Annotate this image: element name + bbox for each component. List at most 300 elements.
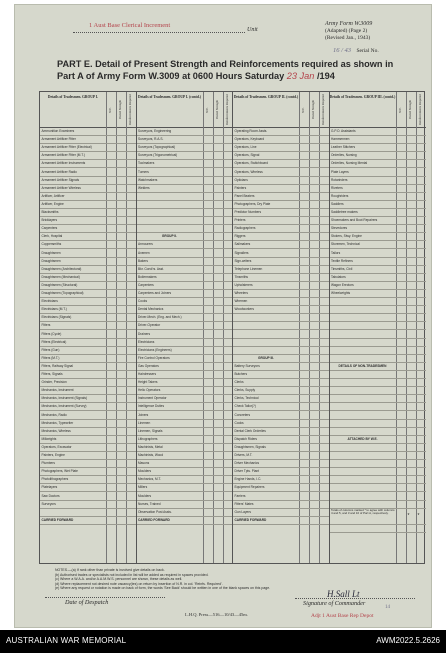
commander-stamp: Adjt 1 Aust Base Rep Depot xyxy=(311,613,374,619)
count-cells xyxy=(203,517,233,525)
count-cells xyxy=(106,193,136,201)
trade-row xyxy=(233,217,299,225)
count-cells xyxy=(203,493,233,501)
count-cells xyxy=(299,363,329,371)
count-column-header: Reinforcements Required xyxy=(128,94,132,126)
trade-row xyxy=(233,282,299,290)
count-cells xyxy=(106,314,136,322)
count-cells xyxy=(299,306,329,314)
trade-row xyxy=(330,169,396,177)
trade-label: Electricians (M.T.) xyxy=(41,307,67,312)
count-cells xyxy=(299,355,329,363)
trade-row xyxy=(40,460,106,468)
trade-label: Totals of columns marked * to agree with columns 4 and 5, and 3 and 10 of Part A, respectively. xyxy=(331,508,395,516)
trade-row xyxy=(40,476,106,484)
trade-row xyxy=(137,201,203,209)
count-column-header: W.E. xyxy=(108,107,112,113)
commander-line xyxy=(295,598,415,599)
trade-row xyxy=(330,225,396,233)
trade-label: Tabulators xyxy=(331,274,346,279)
trade-row xyxy=(137,501,203,509)
trade-label: CARRIED FORWARD xyxy=(138,517,170,522)
note-line: (c) Where a W.A.A. and/or A.A.M.W.S. personnel are shown, these details as well. xyxy=(55,577,183,582)
trade-label: Clerks xyxy=(234,380,244,385)
count-cells xyxy=(203,355,233,363)
count-column-header: Posted Strength xyxy=(118,100,122,120)
trade-row xyxy=(233,306,299,314)
title-line-1: PART E. Detail of Present Strength and Reinforcements required as shown in xyxy=(57,59,394,69)
trade-row xyxy=(40,347,106,355)
trade-label: Draughtsmen (Structural) xyxy=(41,282,78,287)
form-reference-line: (Revised Jan., 1943) xyxy=(325,35,371,41)
count-cells xyxy=(299,217,329,225)
count-cells xyxy=(106,201,136,209)
trade-label: Armament Artificer Radio xyxy=(41,169,77,174)
count-cells xyxy=(299,136,329,144)
trade-row xyxy=(330,460,396,468)
count-cells xyxy=(299,209,329,217)
count-cells xyxy=(396,160,427,168)
trade-label: Artificer, Artificer xyxy=(41,193,65,198)
count-cells xyxy=(106,233,136,241)
trade-row xyxy=(137,412,203,420)
count-cells xyxy=(106,436,136,444)
trade-row xyxy=(330,266,396,274)
trade-row xyxy=(233,177,299,185)
count-cells xyxy=(203,169,233,177)
count-cells xyxy=(396,144,427,152)
trade-label: Armament Artificer Fitter (Electrical) xyxy=(41,145,92,150)
trade-row xyxy=(137,152,203,160)
trade-label: Observation Post Assts. xyxy=(138,509,172,514)
trade-label: Draughtsmen, Signals xyxy=(234,444,266,449)
group-heading xyxy=(233,355,299,363)
trade-row xyxy=(233,201,299,209)
trade-label: Mechanics, Wireless xyxy=(41,428,71,433)
trade-label: Clerk, Hospital xyxy=(41,234,63,239)
trade-label: Armament Artificer Signals xyxy=(41,177,80,182)
count-cells xyxy=(396,428,427,436)
trade-row xyxy=(137,282,203,290)
trade-row xyxy=(40,436,106,444)
trade-row xyxy=(330,403,396,411)
trade-row xyxy=(330,136,396,144)
trade-label: Clerks, Supply xyxy=(234,388,256,393)
group-heading xyxy=(330,436,396,444)
trade-row xyxy=(330,525,396,533)
count-cells xyxy=(396,412,427,420)
trade-row xyxy=(330,493,396,501)
trade-row xyxy=(40,274,106,282)
trade-row xyxy=(137,379,203,387)
trade-row xyxy=(330,379,396,387)
trade-row xyxy=(330,476,396,484)
count-cells xyxy=(396,371,427,379)
trade-label: Engine Hands, I.C. xyxy=(234,477,262,482)
archive-id: AWM2022.5.2626 xyxy=(376,636,440,645)
trade-row xyxy=(40,258,106,266)
trade-label: Toolmakers xyxy=(138,161,155,166)
count-cells xyxy=(203,412,233,420)
count-cells xyxy=(299,266,329,274)
trade-row xyxy=(330,420,396,428)
trade-row xyxy=(330,241,396,249)
trade-label: Intelligence Duties xyxy=(138,404,165,409)
trade-row xyxy=(40,444,106,452)
count-cells xyxy=(106,306,136,314)
trade-label: Roughriders xyxy=(331,193,349,198)
count-cells xyxy=(203,468,233,476)
count-cells xyxy=(396,282,427,290)
trade-row xyxy=(330,387,396,395)
count-cells xyxy=(299,274,329,282)
trade-row xyxy=(40,339,106,347)
carried-forward-row xyxy=(137,517,203,525)
count-cells xyxy=(106,152,136,160)
trade-row xyxy=(137,428,203,436)
trade-row xyxy=(40,452,106,460)
trade-label: Coppersmiths xyxy=(41,242,62,247)
count-cells xyxy=(396,136,427,144)
trade-label: Plumbers xyxy=(41,461,55,466)
count-cells xyxy=(396,241,427,249)
strength-table xyxy=(39,91,425,564)
count-cells xyxy=(299,484,329,492)
count-cells xyxy=(203,379,233,387)
count-cells xyxy=(106,266,136,274)
count-cells xyxy=(106,493,136,501)
trade-label: Operators, Keyboard xyxy=(234,137,265,142)
count-cells xyxy=(396,347,427,355)
trade-label: Carpenters xyxy=(41,226,58,231)
trade-label: Saddletree makers xyxy=(331,210,358,214)
trade-row xyxy=(137,185,203,193)
group-heading xyxy=(137,233,203,241)
count-cells xyxy=(396,290,427,298)
trade-row xyxy=(40,128,106,136)
table-section-4 xyxy=(330,92,427,563)
count-cells xyxy=(299,193,329,201)
trade-row xyxy=(40,501,106,509)
count-cells xyxy=(106,476,136,484)
count-cells xyxy=(299,347,329,355)
count-cells xyxy=(203,136,233,144)
count-cells xyxy=(396,201,427,209)
trade-row xyxy=(40,169,106,177)
trade-label: Mechanics, Instrument (Signals) xyxy=(41,396,88,401)
trade-row xyxy=(137,420,203,428)
total-marker: * xyxy=(407,512,410,519)
count-cells xyxy=(203,484,233,492)
count-cells xyxy=(396,209,427,217)
count-cells xyxy=(299,501,329,509)
trade-label: Plate Layers xyxy=(331,169,349,174)
count-cells xyxy=(396,525,427,533)
trade-label: Dispatch Riders xyxy=(234,436,257,441)
trade-label: Driver-Operator xyxy=(138,323,161,328)
trade-row xyxy=(137,387,203,395)
count-cells xyxy=(106,225,136,233)
title-line-2 xyxy=(57,70,427,82)
trade-label: Fire Control Operators xyxy=(138,355,170,360)
count-cells xyxy=(106,395,136,403)
count-cells xyxy=(396,509,427,525)
trade-row xyxy=(330,144,396,152)
trade-label: Signallers xyxy=(234,250,249,255)
count-cells xyxy=(203,258,233,266)
trade-row xyxy=(330,444,396,452)
count-cells xyxy=(203,371,233,379)
trade-label: Welders xyxy=(138,185,150,190)
count-cells xyxy=(299,152,329,160)
trade-row xyxy=(40,331,106,339)
trade-row xyxy=(40,160,106,168)
count-cells xyxy=(203,290,233,298)
count-cells xyxy=(203,428,233,436)
trade-label: Driver-Mech. (Eng. and Mech.) xyxy=(138,315,182,320)
trade-label: Bakers xyxy=(138,258,148,263)
count-cells xyxy=(396,331,427,339)
trade-label: Saw Doctors xyxy=(41,493,60,498)
section-header xyxy=(40,92,136,128)
count-cells xyxy=(299,493,329,501)
count-cells xyxy=(299,160,329,168)
count-cells xyxy=(203,452,233,460)
section-header-label: Details of Tradesmen. GROUP III. (contd.) xyxy=(329,95,396,99)
count-cells xyxy=(396,128,427,136)
trade-row xyxy=(233,266,299,274)
form-reference-line: (Adapted) (Page 2) xyxy=(325,28,368,34)
trade-row xyxy=(233,193,299,201)
trade-row xyxy=(137,331,203,339)
trade-row xyxy=(233,331,299,339)
trade-label: Leather Stitchers xyxy=(331,145,356,150)
trade-label: Draughtsmen (Topographical) xyxy=(41,291,84,295)
trade-label: Upholsterers xyxy=(234,282,253,287)
count-cells xyxy=(203,403,233,411)
trade-row xyxy=(40,282,106,290)
count-cells xyxy=(299,177,329,185)
count-cells xyxy=(106,371,136,379)
trade-row xyxy=(40,387,106,395)
count-cells xyxy=(106,501,136,509)
count-cells xyxy=(106,468,136,476)
trade-row xyxy=(233,209,299,217)
count-cells xyxy=(203,331,233,339)
count-cells xyxy=(106,290,136,298)
despatch-line xyxy=(45,597,165,598)
count-cells xyxy=(203,233,233,241)
trade-row xyxy=(40,233,106,241)
trade-row xyxy=(40,314,106,322)
trade-label: Photographers, Dry Plate xyxy=(234,201,271,206)
count-cells xyxy=(203,306,233,314)
count-cells xyxy=(299,233,329,241)
count-cells xyxy=(299,331,329,339)
count-column-header: W.E. xyxy=(204,107,209,113)
trade-row xyxy=(233,403,299,411)
carried-forward-row xyxy=(233,517,299,525)
trade-label: Surveyors (Topographical) xyxy=(138,145,176,150)
trade-label: Equipment Repairers xyxy=(234,485,265,490)
count-cells xyxy=(299,379,329,387)
trade-label: Lithographers xyxy=(138,436,158,441)
count-cells xyxy=(396,298,427,306)
trade-row xyxy=(330,177,396,185)
count-cells xyxy=(106,460,136,468)
count-cells xyxy=(299,241,329,249)
trade-row xyxy=(40,395,106,403)
trade-label: Millwrights xyxy=(41,436,57,441)
trade-label: Shoemakers and Boot Repairers xyxy=(331,218,378,223)
count-cells xyxy=(396,266,427,274)
trade-row xyxy=(233,322,299,330)
trade-row xyxy=(40,484,106,492)
trade-label: Wiremen xyxy=(234,299,248,304)
count-cells xyxy=(396,484,427,492)
trade-label: Ammunition Examiners xyxy=(41,129,75,133)
printer-imprint: L.H.Q. Press—516—10/43—45m. xyxy=(185,612,248,617)
trade-label: Fitters, Railway Signal xyxy=(41,363,74,368)
count-cells xyxy=(396,501,427,509)
trade-row xyxy=(330,468,396,476)
trade-row xyxy=(40,209,106,217)
trade-label: Mechanics, Typewriter xyxy=(41,420,74,425)
trade-row xyxy=(40,225,106,233)
count-cells xyxy=(396,379,427,387)
trade-row xyxy=(40,403,106,411)
count-cells xyxy=(299,225,329,233)
trade-label: Mechanics, Radio xyxy=(41,412,67,417)
section-header-label: Details of Tradesmen. GROUP I. xyxy=(47,95,99,99)
trade-row xyxy=(233,452,299,460)
trade-row xyxy=(330,331,396,339)
trade-row xyxy=(40,152,106,160)
count-cells xyxy=(106,322,136,330)
trade-row xyxy=(137,347,203,355)
trade-label: Surveyors, Engineering xyxy=(138,129,172,133)
group-heading xyxy=(330,363,396,371)
count-cells xyxy=(203,444,233,452)
trade-label: Fitters (Cycle) xyxy=(41,331,62,336)
count-cells xyxy=(299,428,329,436)
unit-label: Unit xyxy=(247,27,258,33)
trade-label: Predictor Numbers xyxy=(234,210,262,214)
count-cells xyxy=(299,282,329,290)
count-column-header: Posted Strength xyxy=(214,100,219,120)
trade-row xyxy=(233,339,299,347)
page-title xyxy=(57,58,427,82)
trade-row xyxy=(137,225,203,233)
count-cells xyxy=(106,355,136,363)
trade-label: Clerks, Technical xyxy=(234,396,259,401)
count-cells xyxy=(203,298,233,306)
archive-name: AUSTRALIAN WAR MEMORIAL xyxy=(6,636,127,645)
count-cells xyxy=(203,128,233,136)
count-cells xyxy=(203,420,233,428)
count-cells xyxy=(106,128,136,136)
form-reference xyxy=(325,21,425,42)
count-cells xyxy=(299,201,329,209)
trade-label: Platelayers xyxy=(41,485,58,490)
trade-row xyxy=(330,274,396,282)
trade-row xyxy=(137,484,203,492)
count-cells xyxy=(106,403,136,411)
trade-row xyxy=(330,201,396,209)
count-cells xyxy=(106,169,136,177)
trade-label: Operating Room Assts. xyxy=(234,129,268,133)
trade-row xyxy=(233,428,299,436)
trade-row xyxy=(233,136,299,144)
trade-label: Driver Mechanics xyxy=(234,461,260,466)
commander-annotation: 14 xyxy=(385,605,390,610)
form-page xyxy=(14,4,432,628)
trade-row xyxy=(40,144,106,152)
trade-row xyxy=(330,355,396,363)
count-cells xyxy=(396,233,427,241)
trade-label: Carpenters xyxy=(138,282,154,287)
trade-label: Tailors xyxy=(331,250,341,255)
count-cells xyxy=(203,460,233,468)
count-cells xyxy=(396,306,427,314)
count-cells xyxy=(106,217,136,225)
trade-row xyxy=(137,509,203,517)
trade-row xyxy=(40,185,106,193)
trade-row xyxy=(233,185,299,193)
count-cells xyxy=(203,387,233,395)
trade-row xyxy=(137,452,203,460)
count-cells xyxy=(203,274,233,282)
trade-row xyxy=(40,371,106,379)
count-cells xyxy=(299,185,329,193)
trade-label: Machinists, Metal xyxy=(138,444,163,449)
count-cells xyxy=(396,258,427,266)
count-cells xyxy=(203,185,233,193)
trade-label: Gun Layers xyxy=(234,509,251,514)
trade-row xyxy=(330,412,396,420)
trade-label: Hairdressers xyxy=(138,372,157,376)
trade-row xyxy=(233,241,299,249)
section-header xyxy=(137,92,233,128)
trade-row xyxy=(330,152,396,160)
count-cells xyxy=(299,290,329,298)
trade-label: Concreters xyxy=(234,412,251,417)
trade-row xyxy=(137,363,203,371)
trade-label: Draughtsmen xyxy=(41,258,61,263)
trade-label: Cooks xyxy=(138,299,148,304)
trade-row xyxy=(330,322,396,330)
count-cells xyxy=(396,217,427,225)
count-cells xyxy=(396,395,427,403)
trade-row xyxy=(40,509,106,517)
trade-row xyxy=(330,452,396,460)
count-cells xyxy=(396,387,427,395)
count-cells xyxy=(299,371,329,379)
trade-row xyxy=(40,306,106,314)
trade-row xyxy=(137,193,203,201)
count-cells xyxy=(396,185,427,193)
count-cells xyxy=(396,314,427,322)
count-cells xyxy=(396,152,427,160)
trade-label: Operators, Signal xyxy=(234,153,260,158)
trade-label: Moulders xyxy=(138,493,152,498)
count-cells xyxy=(106,160,136,168)
trade-row xyxy=(330,233,396,241)
trade-row xyxy=(233,387,299,395)
count-cells xyxy=(106,185,136,193)
trade-row xyxy=(233,436,299,444)
count-cells xyxy=(396,452,427,460)
